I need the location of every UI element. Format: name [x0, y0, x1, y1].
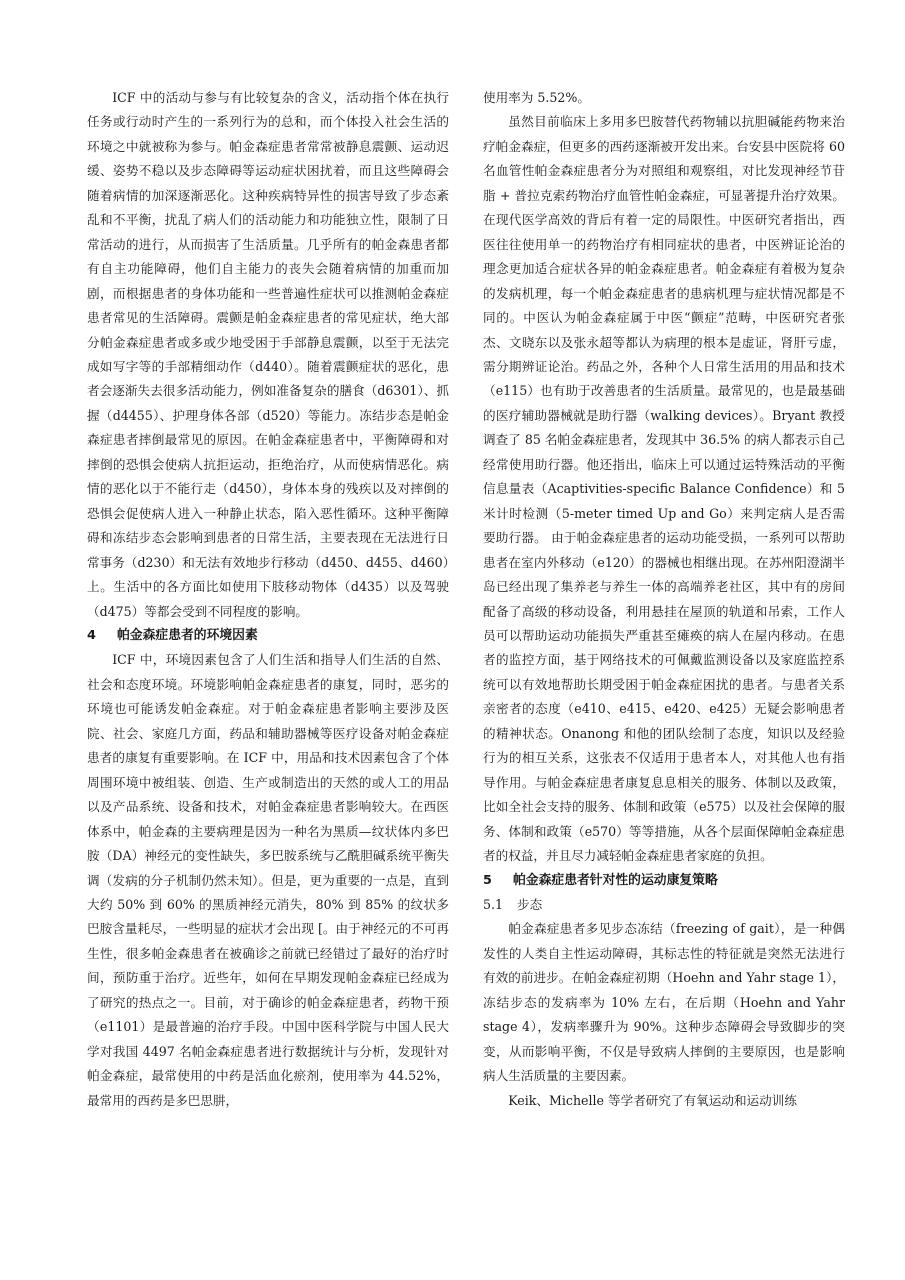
paragraph-environment-factors: ICF 中，环境因素包含了人们生活和指导人们生活的自然、社会和态度环境。环境影响帕金森症患者的康复，同时，恶劣的环境也可能诱发帕金森症。对于帕金森症患者影响主要涉及医院、社会、家庭几方面，药品和辅助器械等医疗设备对帕金森症患者的康复有重要影响。在 ICF 中，用品和技术因素包含了个体周围环境中被组装、创造、生产或制造出的天然的或人工的用品以及产品系统、设备和技术，对帕金森症患者影响较大。在西医体系中，帕金森的主要病理是因为一种名为黑质—纹状体内多巴胺（DA）神经元的变性缺失，多巴胺系统与乙酰胆碱系统平衡失调（发病的分子机制仍然未知）。但是，更为重要的一点是，直到大约 50% 到 60% 的黑质神经元消失，80% 到 85% 的纹状多巴胺含量耗尽，一些明显的症状才会出现 [。由于神经元的不可再生性，很多帕金森患者在被确诊之前就已经错过了最好的治疗时间，预防重于治疗。近些年，如何在早期发现帕金森症已经成为了研究的热点之一。目前，对于确诊的帕金森症患者，药物干预（e1101）是最普遍的治疗手段。中国中医科学院与中国人民大学对我国 4497 名帕金森症患者进行数据统计与分析，发现针对帕金森症，最常使用的中药是活血化瘀剂，使用率为 44.52%，最常用的西药是多巴思肼， [87, 652, 449, 1108]
section-heading-5 [483, 869, 845, 893]
subsection-title: 步态 [517, 896, 543, 912]
section-heading-4 [87, 624, 449, 648]
right-column [483, 86, 845, 1113]
left-column [87, 86, 449, 1113]
subsection-number: 5.1 [483, 896, 504, 912]
section-number: 5 [483, 872, 492, 888]
section-title: 帕金森症患者的环境因素 [117, 627, 258, 643]
paragraph-aerobic-exercise: Keik、Michelle 等学者研究了有氧运动和运动训练 [508, 1092, 797, 1108]
section-number: 4 [87, 627, 96, 643]
paragraph-drug-and-aids: 虽然目前临床上多用多巴胺替代药物辅以抗胆碱能药物来治疗帕金森症，但更多的西药逐渐被开发出来。台安县中医院将 60 名血管性帕金森症患者分为对照组和观察组，对比发现神经节苷脂 + 普拉克索药物治疗血管性帕金森症，可显著提升治疗效果。在现代医学高效的背后有着一定的局限性。中医研究者指出，西医往往使用单一的药物治疗有相同症状的患者，中医辨证论治的理念更加适合症状各异的帕金森症患者。帕金森症有着极为复杂的发病机理，每一个帕金森症患者的患病机理与症状情况都是不同的。中医认为帕金森症属于中医“颤症”范畴，中医研究者张杰、文晓东以及张永超等都认为病理的根本是虚证，肾肝亏虚，需分期辨证论治。药品之外，各种个人日常生活用的用品和技术（e115）也有助于改善患者的生活质量。最常见的，也是最基础的医疗辅助器械就是助行器（walking devices）。Bryant 教授调查了 85 名帕金森症患者，发现其中 36.5% 的病人都表示自己经常使用助行器。他还指出，临床上可以通过运特殊活动的平衡信息量表（Acaptivities-specific Balance Confidence）和 5 米计时检测（5-meter timed Up and Go）来判定病人是否需要助行器。 由于帕金森症患者的运动功能受损，一系列可以帮助患者在室内外移动（e120）的器械也相继出现。在苏州阳澄湖半岛已经出现了集养老与养生一体的高端养老社区，其中有的房间配备了高级的移动设备，利用悬挂在屋顶的轨道和吊索，工作人员可以帮助运动功能损失严重甚至瘫痪的病人在屋内移动。在患者的监控方面，基于网络技术的可佩戴监测设备以及家庭监控系统可以有效地帮助长期受困于帕金森症困扰的患者。与患者关系亲密者的态度（e410、e415、e420、e425）无疑会影响患者的精神状态。Onanong 和他的团队绘制了态度，知识以及经验行为的相互关系，这张表不仅适用于患者本人，对其他人也有指导作用。与帕金森症患者康复息息相关的服务、体制以及政策，比如全社会支持的服务、体制和政策（e575）以及社会保障的服务、体制和政策（e570）等等措施，从各个层面保障帕金森症患者的权益，并且尽力减轻帕金森症患者家庭的负担。 [483, 114, 845, 864]
paragraph-gait-freezing: 帕金森症患者多见步态冻结（freezing of gait），是一种偶发性的人类自主性运动障碍，其标志性的特征就是突然无法进行有效的前进步。在帕金森症初期（Hoehn and Yahr stage 1），冻结步态的发病率为 10% 左右，在后期（Hoehn and Yahr stage 4），发病率骤升为 90%。这种步态障碍会导致脚步的突变，从而影响平衡，不仅是导致病人摔倒的主要原因，也是影响病人生活质量的主要因素。 [483, 921, 845, 1084]
section-title: 帕金森症患者针对性的运动康复策略 [513, 872, 718, 888]
paragraph-activity-participation: ICF 中的活动与参与有比较复杂的含义，活动指个体在执行任务或行动时产生的一系列行为的总和，而个体投入社会生活的环境之中就被称为参与。帕金森症患者常常被静息震颤、运动迟缓、姿势不稳以及步态障碍等运动症状困扰着，而且这些障碍会随着病情的加深逐渐恶化。这种疾病特异性的损害导致了步态紊乱和不平衡，扰乱了病人们的活动能力和功能独立性，限制了日常活动的进行，从而损害了生活质量。几乎所有的帕金森患者都有自主功能障碍，他们自主能力的丧失会随着病情的加重而加剧，而根据患者的身体功能和一些普遍性症状可以推测帕金森症患者常见的生活障碍。震颤是帕金森症患者的常见症状，绝大部分帕金森症患者或多或少地受困于手部静息震颤，以至于无法完成如写字等的手部精细动作（d440）。随着震颤症状的恶化，患者会逐渐失去很多活动能力，例如准备复杂的膳食（d6301）、抓握（d4455）、护理身体各部（d520）等能力。冻结步态是帕金森症患者摔倒最常见的原因。在帕金森症患者中，平衡障碍和对摔倒的恐惧会使病人抗拒运动，拒绝治疗，从而使病情恶化。病情的恶化以于不能行走（d450），身体本身的残疾以及对摔倒的恐惧会促使病人进入一种静止状态，陷入恶性循环。这种平衡障碍和冻结步态会影响到患者的日常生活，主要表现在无法进行日常事务（d230）和无法有效地步行移动（d450、d455、d460）上。生活中的各方面比如使用下肢移动物体（d435）以及驾驶（d475）等都会受到不同程度的影响。 [87, 90, 449, 619]
subsection-heading-5-1 [483, 893, 845, 917]
paragraph-continuation: 使用率为 5.52%。 [483, 90, 590, 105]
